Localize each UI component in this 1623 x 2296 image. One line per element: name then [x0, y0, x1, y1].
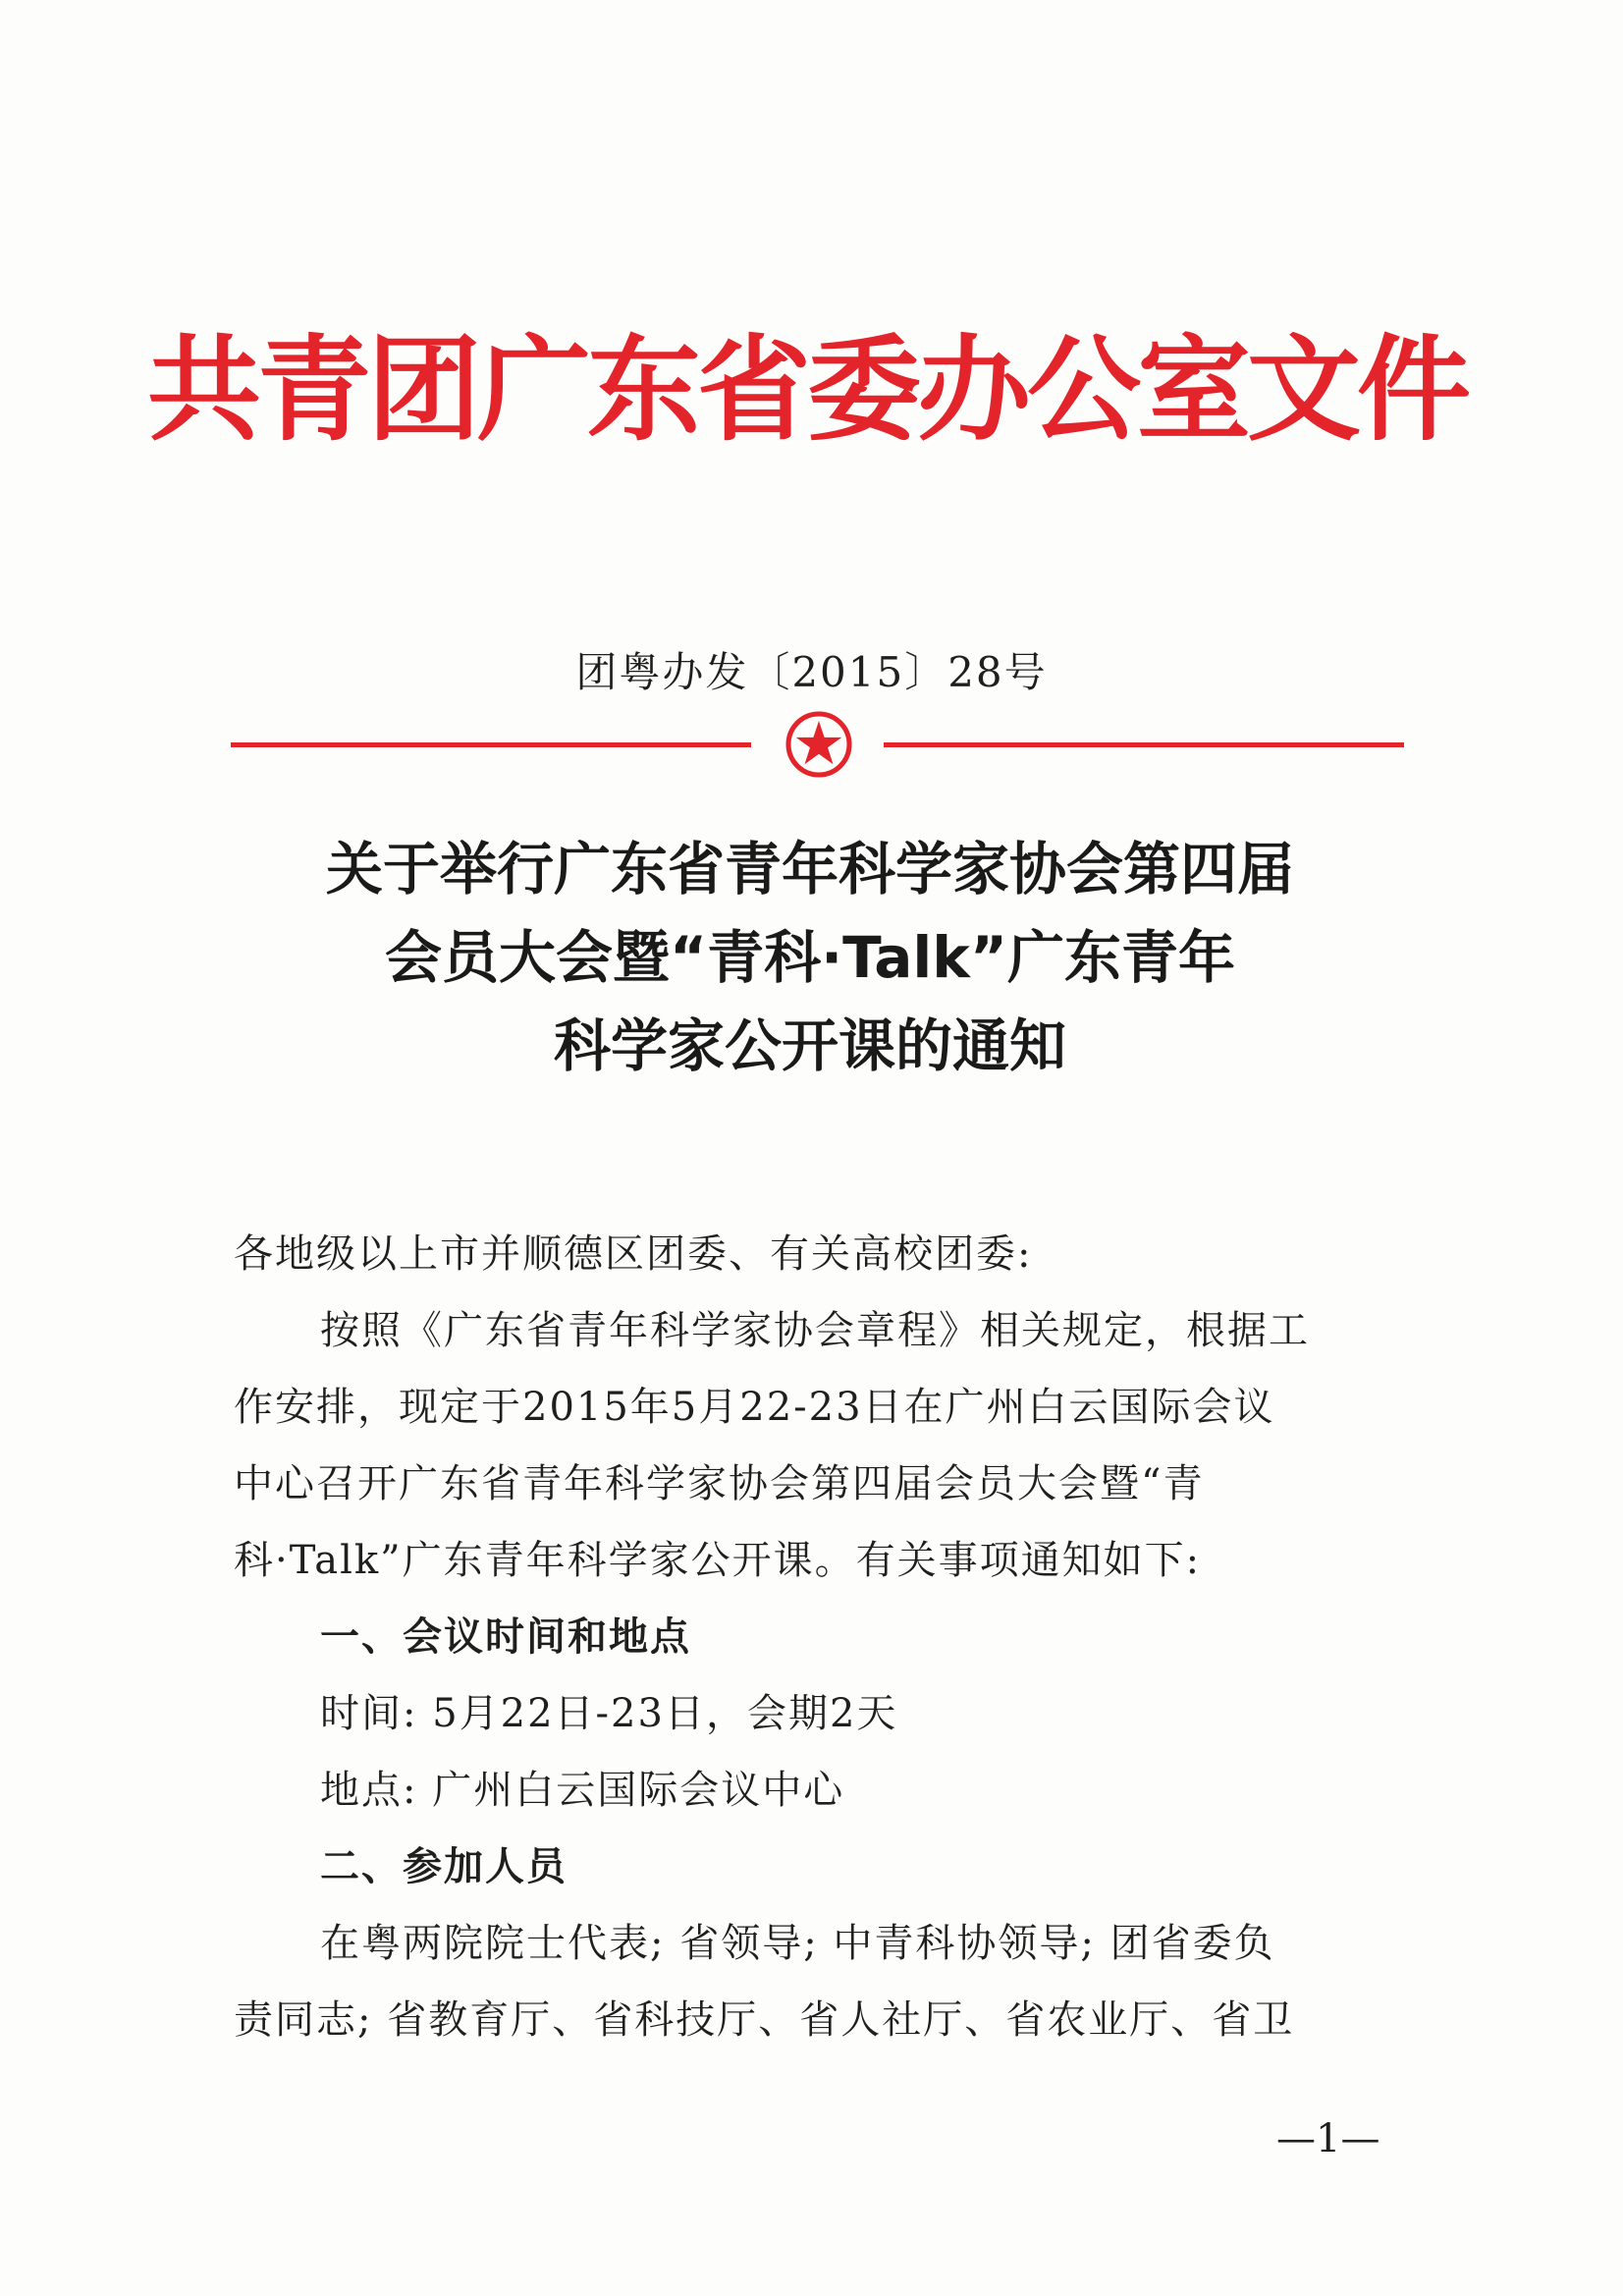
notice-title-line: 会员大会暨“青科·Talk”广东青年 [385, 924, 1235, 991]
document-number: 团粤办发〔2015〕28号 [575, 648, 1048, 696]
divider-line-right [884, 742, 1404, 747]
section-heading: 一、会议时间和地点 [320, 1614, 691, 1660]
paragraph-line: 中心召开广东省青年科学家协会第四届会员大会暨“青 [234, 1461, 1205, 1506]
paragraph-line: 作安排，现定于2015年5月22-23日在广州白云国际会议 [234, 1385, 1275, 1430]
notice-body [234, 1216, 1373, 2058]
paragraph-line: 按照《广东省青年科学家协会章程》相关规定，根据工 [320, 1308, 1310, 1353]
paragraph-line: 科·Talk”广东青年科学家公开课。有关事项通知如下: [234, 1538, 1202, 1583]
paragraph-line: 责同志; 省教育厅、省科技厅、省人社厅、省农业厅、省卫 [234, 1997, 1295, 2043]
divider-line-left [231, 742, 751, 747]
issuer-header-title: 共青团广东省委办公室文件 [147, 324, 1467, 457]
salutation: 各地级以上市并顺德区团委、有关高校团委: [234, 1231, 1033, 1277]
red-divider [231, 724, 1404, 763]
notice-title-line: 科学家公开课的通知 [553, 1012, 1066, 1079]
notice-title-line: 关于举行广东省青年科学家协会第四届 [325, 836, 1294, 902]
red-star-icon [785, 711, 852, 778]
meeting-location: 地点: 广州白云国际会议中心 [320, 1768, 845, 1813]
page-number: —1— [1276, 2116, 1380, 2161]
meeting-time: 时间: 5月22日-23日，会期2天 [320, 1691, 898, 1736]
notice-title [226, 825, 1394, 1090]
paragraph-line: 在粤两院院士代表; 省领导; 中青科协领导; 团省委负 [320, 1921, 1275, 1966]
section-heading: 二、参加人员 [320, 1844, 568, 1889]
